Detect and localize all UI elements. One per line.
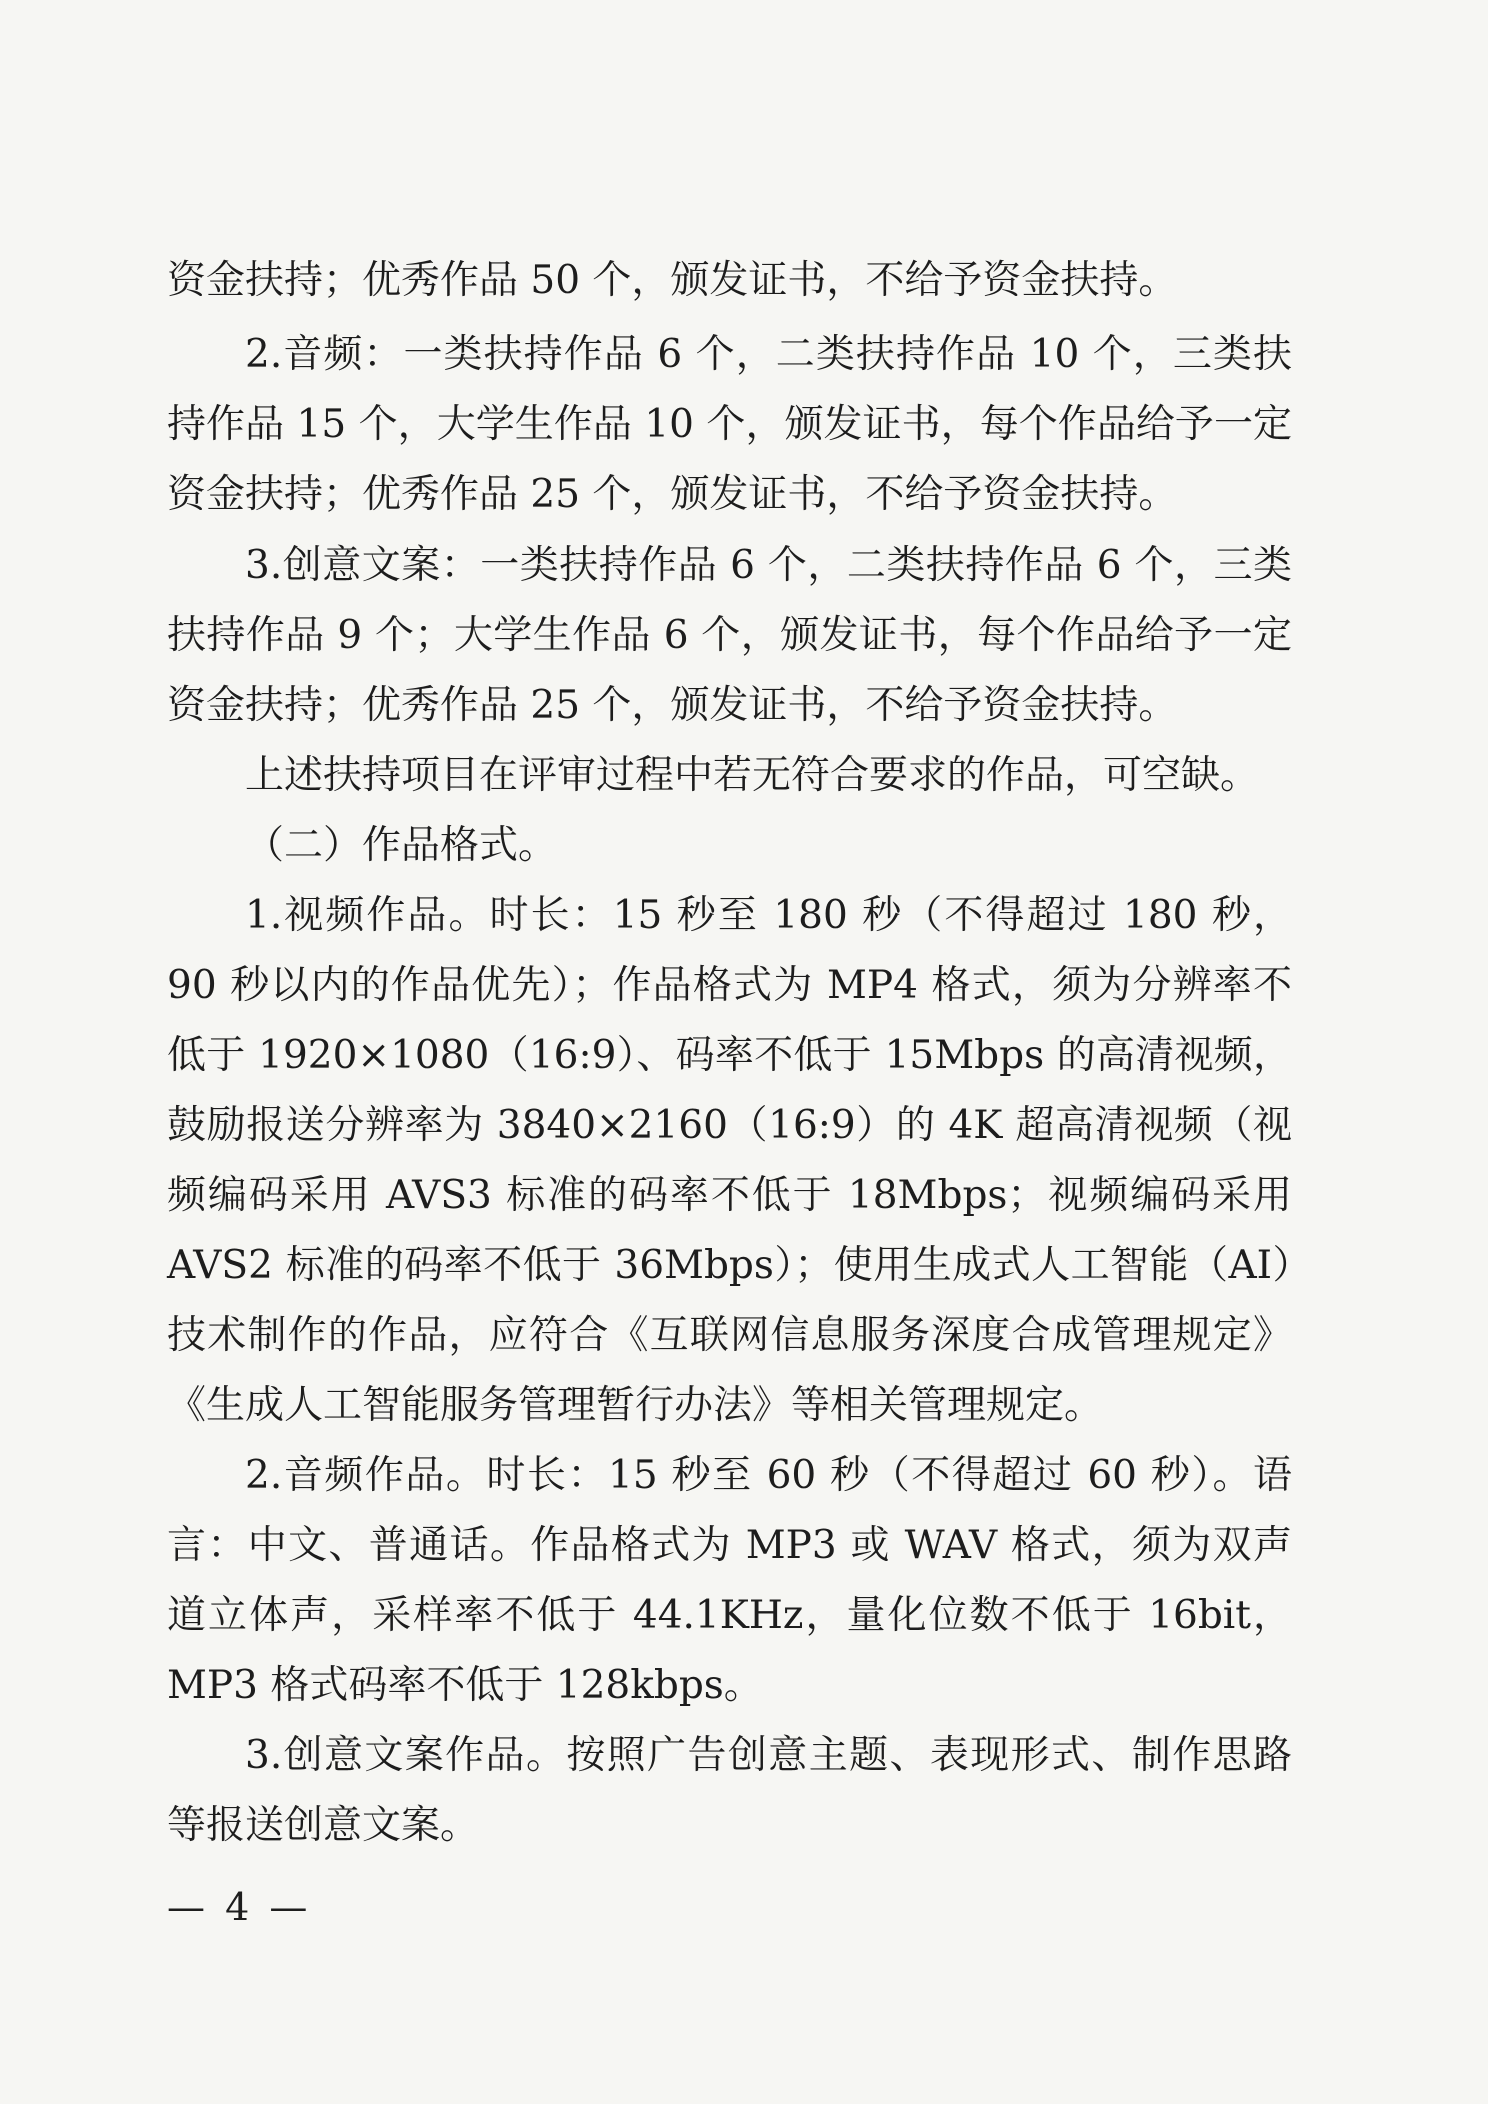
paragraph-copywriting-support: 3.创意文案：一类扶持作品 6 个，二类扶持作品 6 个，三类扶持作品 9 个；大学生作品 6 个，颁发证书，每个作品给予一定资金扶持；优秀作品 25 个，颁发证书，不给予资金扶持。 xyxy=(167,543,1292,728)
paragraph-vacancy-note: 上述扶持项目在评审过程中若无符合要求的作品，可空缺。 xyxy=(245,753,1260,798)
section-heading-work-format: （二）作品格式。 xyxy=(245,823,558,868)
paragraph-audio-support: 2.音频：一类扶持作品 6 个，二类扶持作品 10 个，三类扶持作品 15 个，大学生作品 10 个，颁发证书，每个作品给予一定资金扶持；优秀作品 25 个，颁发证书，不给予资金扶持。 xyxy=(167,332,1292,517)
paragraph-audio-format: 2.音频作品。时长：15 秒至 60 秒（不得超过 60 秒）。语言：中文、普通话。作品格式为 MP3 或 WAV 格式，须为双声道立体声，采样率不低于 44.1KHz，量化位数不低于 16bit，MP3 格式码率不低于 128kbps。 xyxy=(167,1453,1292,1708)
paragraph-video-support-continued: 资金扶持；优秀作品 50 个，颁发证书，不给予资金扶持。 xyxy=(167,258,1178,303)
page-number: — 4 — xyxy=(167,1885,312,1929)
paragraph-video-format: 1.视频作品。时长：15 秒至 180 秒（不得超过 180 秒，90 秒以内的作品优先）；作品格式为 MP4 格式，须为分辨率不低于 1920×1080（16:9）、码率不低于 15Mbps 的高清视频，鼓励报送分辨率为 3840×2160（16:9）的 4K 超高清视频（视频编码采用 AVS3 标准的码率不低于 18Mbps；视频编码采用 AVS2 标准的码率不低于 36Mbps）；使用生成式人工智能（AI）技术制作的作品，应符合《互联网信息服务深度合成管理规定》《生成人工智能服务管理暂行办法》等相关管理规定。 xyxy=(167,893,1292,1428)
paragraph-copywriting-format: 3.创意文案作品。按照广告创意主题、表现形式、制作思路等报送创意文案。 xyxy=(167,1733,1292,1848)
